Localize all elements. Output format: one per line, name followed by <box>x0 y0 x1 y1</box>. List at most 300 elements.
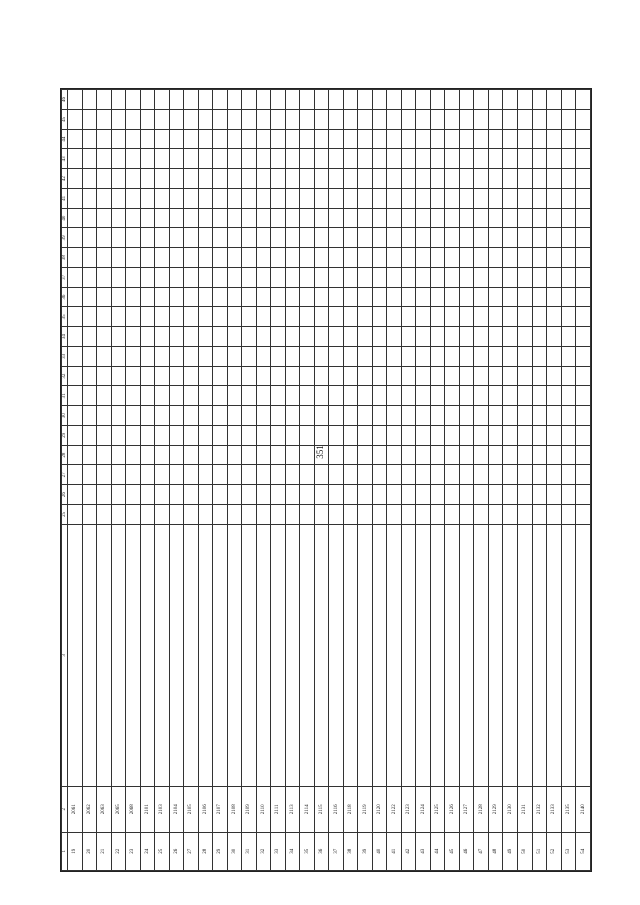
table-cell <box>474 406 489 426</box>
table-cell <box>155 90 170 110</box>
table-cell <box>532 90 547 110</box>
row-code: 2132 <box>532 787 547 832</box>
table-cell <box>126 248 141 268</box>
table-row <box>97 90 112 871</box>
table-cell <box>343 90 358 110</box>
table-cell <box>198 248 213 268</box>
row-code: 2109 <box>242 787 257 832</box>
row-number: 41 <box>387 832 402 870</box>
table-cell <box>140 465 155 485</box>
table-cell <box>459 208 474 228</box>
table-cell <box>445 228 460 248</box>
table-cell <box>300 327 315 347</box>
row-number: 26 <box>169 832 184 870</box>
table-cell <box>314 248 329 268</box>
table-cell <box>329 307 344 327</box>
table-cell <box>82 386 97 406</box>
row-number: 54 <box>576 832 591 870</box>
row-name <box>227 524 242 786</box>
table-cell <box>343 208 358 228</box>
table-cell <box>401 445 416 465</box>
table-cell <box>503 287 518 307</box>
table-cell <box>576 267 591 287</box>
table-cell <box>459 346 474 366</box>
table-cell <box>343 188 358 208</box>
table-cell <box>169 485 184 505</box>
table-cell <box>343 386 358 406</box>
table-cell <box>97 425 112 445</box>
table-cell <box>387 465 402 485</box>
table-cell <box>430 188 445 208</box>
table-cell <box>97 504 112 524</box>
table-cell <box>445 366 460 386</box>
row-code: 2122 <box>387 787 402 832</box>
table-cell <box>401 267 416 287</box>
table-cell <box>82 248 97 268</box>
table-cell <box>300 366 315 386</box>
table-cell <box>111 406 126 426</box>
table-cell <box>488 129 503 149</box>
table-cell <box>561 465 576 485</box>
table-cell <box>68 228 83 248</box>
table-cell <box>227 208 242 228</box>
table-cell <box>532 169 547 189</box>
table-cell <box>401 228 416 248</box>
table-cell <box>474 109 489 129</box>
table-cell <box>82 129 97 149</box>
table-cell <box>300 228 315 248</box>
table-row <box>358 90 373 871</box>
row-number: 46 <box>459 832 474 870</box>
table-cell <box>271 188 286 208</box>
table-cell <box>227 445 242 465</box>
table-cell <box>416 327 431 347</box>
table-cell <box>358 445 373 465</box>
page-number: 351 <box>315 445 325 459</box>
table-cell <box>285 327 300 347</box>
table-cell <box>459 267 474 287</box>
table-cell <box>68 248 83 268</box>
table-cell <box>329 445 344 465</box>
table-cell <box>445 208 460 228</box>
row-code: 2118 <box>343 787 358 832</box>
table-cell <box>300 90 315 110</box>
table-cell <box>445 327 460 347</box>
row-name <box>488 524 503 786</box>
table-cell <box>82 149 97 169</box>
row-number: 33 <box>271 832 286 870</box>
column-header: 37 <box>62 267 68 287</box>
table-cell <box>416 445 431 465</box>
table-cell <box>126 188 141 208</box>
table-cell <box>111 287 126 307</box>
table-cell <box>474 228 489 248</box>
table-cell <box>532 327 547 347</box>
table-cell <box>300 346 315 366</box>
table-cell <box>532 287 547 307</box>
table-cell <box>140 366 155 386</box>
column-header: 39 <box>62 228 68 248</box>
table-cell <box>561 287 576 307</box>
row-name <box>445 524 460 786</box>
row-code: 2128 <box>474 787 489 832</box>
table-cell <box>517 228 532 248</box>
table-cell <box>300 109 315 129</box>
table-cell <box>372 267 387 287</box>
row-name <box>459 524 474 786</box>
table-cell <box>227 406 242 426</box>
table-cell <box>532 307 547 327</box>
table-cell <box>387 169 402 189</box>
table-cell <box>155 129 170 149</box>
table-cell <box>547 485 562 505</box>
table-cell <box>68 90 83 110</box>
row-name <box>82 524 97 786</box>
table-cell <box>343 287 358 307</box>
table-cell <box>68 188 83 208</box>
table-cell <box>503 109 518 129</box>
table-cell <box>82 445 97 465</box>
row-name <box>271 524 286 786</box>
table-row <box>126 90 141 871</box>
table-cell <box>198 465 213 485</box>
table-cell <box>459 228 474 248</box>
table-row <box>503 90 518 871</box>
table-cell <box>213 169 228 189</box>
table-cell <box>97 445 112 465</box>
table-cell <box>517 504 532 524</box>
table-cell <box>285 386 300 406</box>
table-row <box>459 90 474 871</box>
table-cell <box>532 267 547 287</box>
table-cell <box>401 485 416 505</box>
row-name <box>561 524 576 786</box>
table-cell <box>430 406 445 426</box>
table-cell <box>329 485 344 505</box>
table-cell <box>242 228 257 248</box>
table-cell <box>213 485 228 505</box>
table-cell <box>256 425 271 445</box>
table-cell <box>169 90 184 110</box>
table-row <box>343 90 358 871</box>
column-header: 3 <box>62 524 68 786</box>
table-cell <box>488 109 503 129</box>
table-cell <box>82 287 97 307</box>
table-cell <box>285 504 300 524</box>
table-cell <box>227 267 242 287</box>
table-cell <box>169 445 184 465</box>
table-cell <box>256 109 271 129</box>
table-cell <box>459 188 474 208</box>
table-cell <box>358 386 373 406</box>
table-cell <box>314 109 329 129</box>
row-name <box>474 524 489 786</box>
row-code: 2115 <box>314 787 329 832</box>
table-cell <box>256 248 271 268</box>
table-cell <box>184 406 199 426</box>
table-cell <box>329 169 344 189</box>
row-code: 2105 <box>184 787 199 832</box>
table-cell <box>227 188 242 208</box>
table-cell <box>213 208 228 228</box>
table-cell <box>561 346 576 366</box>
table-cell <box>242 287 257 307</box>
table-cell <box>126 386 141 406</box>
table-cell <box>358 504 373 524</box>
table-cell <box>126 346 141 366</box>
row-name <box>256 524 271 786</box>
table-cell <box>517 188 532 208</box>
table-cell <box>329 504 344 524</box>
table-cell <box>155 445 170 465</box>
table-cell <box>242 445 257 465</box>
table-cell <box>576 287 591 307</box>
table-row <box>82 90 97 871</box>
table-cell <box>532 366 547 386</box>
row-name <box>314 524 329 786</box>
table-cell <box>576 169 591 189</box>
table-cell <box>576 188 591 208</box>
table-cell <box>488 188 503 208</box>
table-cell <box>416 169 431 189</box>
table-cell <box>300 504 315 524</box>
table-cell <box>111 425 126 445</box>
table-cell <box>300 445 315 465</box>
table-cell <box>271 406 286 426</box>
table-cell <box>140 228 155 248</box>
table-cell <box>285 465 300 485</box>
table-cell <box>430 129 445 149</box>
table-cell <box>97 109 112 129</box>
table-cell <box>343 248 358 268</box>
table-cell <box>503 149 518 169</box>
table-cell <box>532 109 547 129</box>
table-cell <box>561 504 576 524</box>
table-cell <box>474 465 489 485</box>
table-cell <box>111 346 126 366</box>
table-cell <box>285 90 300 110</box>
row-code: 2107 <box>213 787 228 832</box>
table-cell <box>184 90 199 110</box>
table-cell <box>140 485 155 505</box>
table-cell <box>416 366 431 386</box>
table-cell <box>198 169 213 189</box>
table-cell <box>111 248 126 268</box>
table-cell <box>111 307 126 327</box>
table-cell <box>213 327 228 347</box>
table-cell <box>213 129 228 149</box>
table-cell <box>459 248 474 268</box>
table-cell <box>285 485 300 505</box>
table-cell <box>445 267 460 287</box>
table-cell <box>372 307 387 327</box>
row-code: 2108 <box>227 787 242 832</box>
table-cell <box>372 109 387 129</box>
table-cell <box>387 188 402 208</box>
table-row <box>329 90 344 871</box>
table-cell <box>503 90 518 110</box>
table-row <box>213 90 228 871</box>
table-cell <box>517 267 532 287</box>
table-cell <box>576 465 591 485</box>
table-cell <box>155 346 170 366</box>
row-name <box>213 524 228 786</box>
table-row <box>242 90 257 871</box>
table-cell <box>314 169 329 189</box>
table-cell <box>517 465 532 485</box>
table-cell <box>111 149 126 169</box>
table-cell <box>285 406 300 426</box>
table-cell <box>140 287 155 307</box>
row-name <box>343 524 358 786</box>
table-cell <box>169 504 184 524</box>
table-cell <box>285 208 300 228</box>
table-row <box>401 90 416 871</box>
table-row <box>488 90 503 871</box>
table-cell <box>68 346 83 366</box>
table-cell <box>126 109 141 129</box>
table-cell <box>213 287 228 307</box>
table-cell <box>488 307 503 327</box>
table-cell <box>387 504 402 524</box>
table-cell <box>416 109 431 129</box>
table-cell <box>140 267 155 287</box>
row-number: 31 <box>242 832 257 870</box>
table-cell <box>111 267 126 287</box>
table-cell <box>285 287 300 307</box>
table-cell <box>576 485 591 505</box>
table-cell <box>445 109 460 129</box>
table-cell <box>401 109 416 129</box>
table-cell <box>198 188 213 208</box>
table-cell <box>314 287 329 307</box>
table-cell <box>488 327 503 347</box>
table-cell <box>358 465 373 485</box>
table-cell <box>300 406 315 426</box>
table-cell <box>517 129 532 149</box>
table-cell <box>329 465 344 485</box>
table-cell <box>184 425 199 445</box>
table-cell <box>474 129 489 149</box>
table-cell <box>488 267 503 287</box>
table-row <box>445 90 460 871</box>
table-cell <box>459 485 474 505</box>
table-cell <box>576 327 591 347</box>
table-cell <box>271 346 286 366</box>
table-cell <box>517 406 532 426</box>
table-cell <box>97 287 112 307</box>
row-number: 19 <box>68 832 83 870</box>
table-cell <box>82 109 97 129</box>
table-cell <box>285 346 300 366</box>
table-cell <box>97 149 112 169</box>
table-cell <box>459 129 474 149</box>
table-cell <box>300 149 315 169</box>
column-header: 2 <box>62 787 68 832</box>
table-cell <box>140 90 155 110</box>
row-code: 2133 <box>547 787 562 832</box>
table-cell <box>372 149 387 169</box>
table-cell <box>300 208 315 228</box>
column-header: 42 <box>62 169 68 189</box>
table-cell <box>300 129 315 149</box>
table-cell <box>169 149 184 169</box>
table-cell <box>213 307 228 327</box>
table-cell <box>300 465 315 485</box>
table-cell <box>256 346 271 366</box>
table-cell <box>329 188 344 208</box>
table-cell <box>372 366 387 386</box>
table-cell <box>547 208 562 228</box>
table-cell <box>358 248 373 268</box>
table-cell <box>576 386 591 406</box>
table-cell <box>126 208 141 228</box>
table-cell <box>503 346 518 366</box>
table-cell <box>343 327 358 347</box>
table-cell <box>227 504 242 524</box>
table-cell <box>169 366 184 386</box>
table-cell <box>271 149 286 169</box>
row-name <box>401 524 416 786</box>
table-cell <box>82 425 97 445</box>
table-cell <box>242 129 257 149</box>
table-cell <box>547 346 562 366</box>
table-cell <box>561 109 576 129</box>
table-row <box>227 90 242 871</box>
table-cell <box>358 485 373 505</box>
table-cell <box>401 149 416 169</box>
row-number: 36 <box>314 832 329 870</box>
table-cell <box>358 307 373 327</box>
row-number: 45 <box>445 832 460 870</box>
table-cell <box>140 406 155 426</box>
table-cell <box>300 188 315 208</box>
table-cell <box>184 149 199 169</box>
table-cell <box>126 445 141 465</box>
table-cell <box>242 90 257 110</box>
table-cell <box>416 188 431 208</box>
table-cell <box>503 228 518 248</box>
table-cell <box>256 129 271 149</box>
table-cell <box>155 366 170 386</box>
table-cell <box>227 485 242 505</box>
table-cell <box>300 267 315 287</box>
table-cell <box>358 149 373 169</box>
table-cell <box>256 465 271 485</box>
table-cell <box>184 485 199 505</box>
table-cell <box>401 425 416 445</box>
row-number: 49 <box>503 832 518 870</box>
table-cell <box>503 366 518 386</box>
table-cell <box>213 90 228 110</box>
table-cell <box>126 267 141 287</box>
table-cell <box>401 307 416 327</box>
table-cell <box>198 149 213 169</box>
table-cell <box>184 129 199 149</box>
table-cell <box>401 406 416 426</box>
table-cell <box>416 90 431 110</box>
table-cell <box>343 485 358 505</box>
table-cell <box>561 188 576 208</box>
table-cell <box>68 366 83 386</box>
table-cell <box>459 406 474 426</box>
table-cell <box>271 485 286 505</box>
table-cell <box>271 208 286 228</box>
table-cell <box>358 129 373 149</box>
table-cell <box>503 406 518 426</box>
table-cell <box>329 90 344 110</box>
row-code: 2127 <box>459 787 474 832</box>
